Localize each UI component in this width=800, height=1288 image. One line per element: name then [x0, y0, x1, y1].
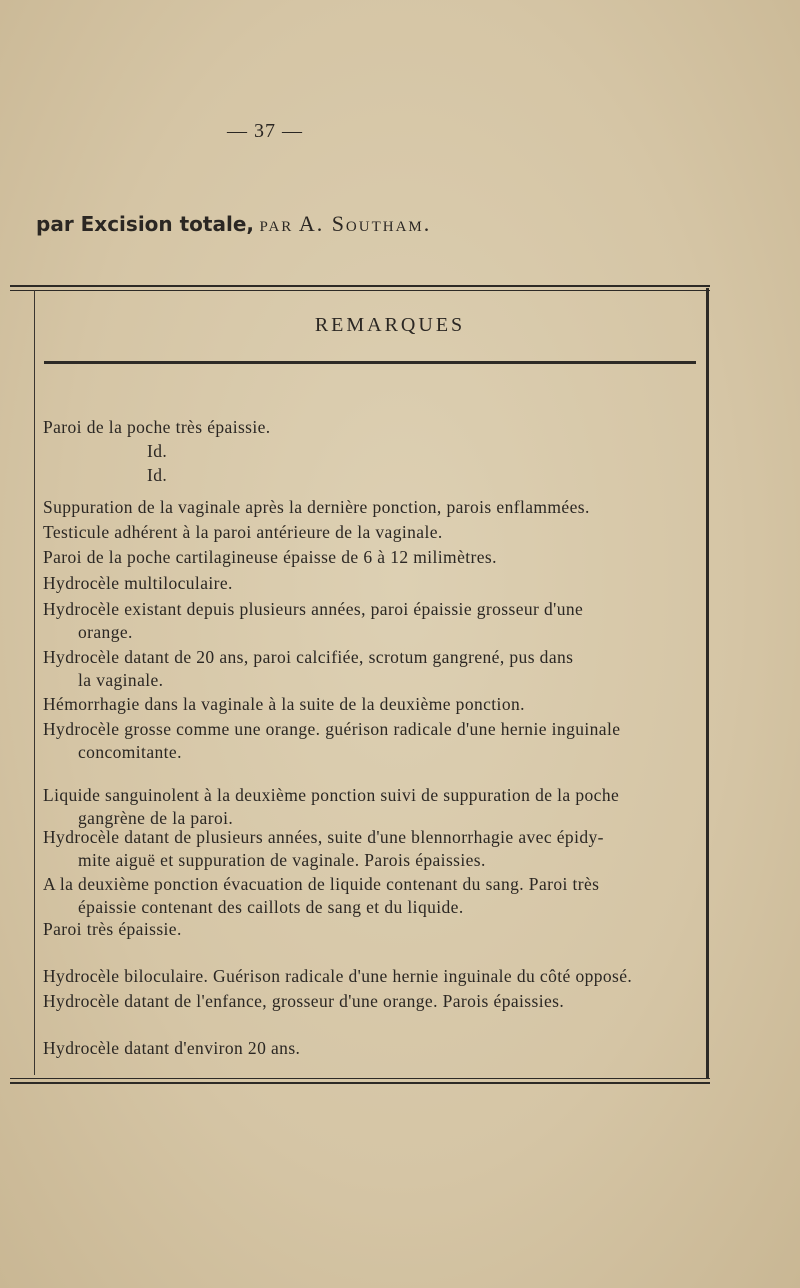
remark-row: Hydrocèle datant d'environ 20 ans. [43, 1038, 301, 1058]
remark-row: Paroi très épaissie. [43, 919, 182, 939]
remark-row: Id. [147, 465, 168, 485]
remark-row: Hydrocèle biloculaire. Guérison radicale d'une hernie inguinale du côté opposé. [43, 966, 633, 986]
remark-row: Hydrocèle existant depuis plusieurs années, paroi épaissie grosseur d'une orange. [43, 599, 584, 642]
remark-row: Liquide sanguinolent à la deuxième ponction suivi de suppuration de la poche gangrène de la paroi. [43, 785, 620, 828]
remark-row: Hydrocèle grosse comme une orange. guérison radicale d'une hernie inguinale concomitante. [43, 719, 621, 762]
remark-row: Hémorrhagie dans la vaginale à la suite de la deuxième ponction. [43, 694, 525, 714]
remark-row: Hydrocèle multiloculaire. [43, 573, 233, 593]
remark-row: Suppuration de la vaginale après la dernière ponction, parois enflammées. [43, 497, 590, 517]
column-title: REMARQUES [314, 314, 466, 336]
remark-row: A la deuxième ponction évacuation de liquide contenant du sang. Paroi très épaissie contenant des caillots de sang et du liquide. [43, 874, 600, 917]
remark-row: Hydrocèle datant de 20 ans, paroi calcifiée, scrotum gangrené, pus dans la vaginale. [43, 647, 574, 690]
page-number: — 37 — [227, 120, 303, 142]
remark-row: Hydrocèle datant de l'enfance, grosseur d'une orange. Parois épaissies. [43, 991, 565, 1011]
heading-bold-text: par Excision totale, [36, 212, 254, 236]
heading-author: A. Southam. [298, 211, 432, 236]
remark-row: Id. [147, 441, 168, 461]
heading-par: par [259, 211, 294, 236]
remark-row: Testicule adhérent à la paroi antérieure de la vaginale. [43, 522, 443, 542]
remark-row: Paroi de la poche cartilagineuse épaisse de 6 à 12 milimètres. [43, 547, 497, 567]
remark-row: Hydrocèle datant de plusieurs années, suite d'une blennorrhagie avec épidy- mite aiguë et suppuration de vaginale. Parois épaissies. [43, 827, 604, 870]
remark-row: Paroi de la poche très épaissie. [43, 417, 271, 437]
